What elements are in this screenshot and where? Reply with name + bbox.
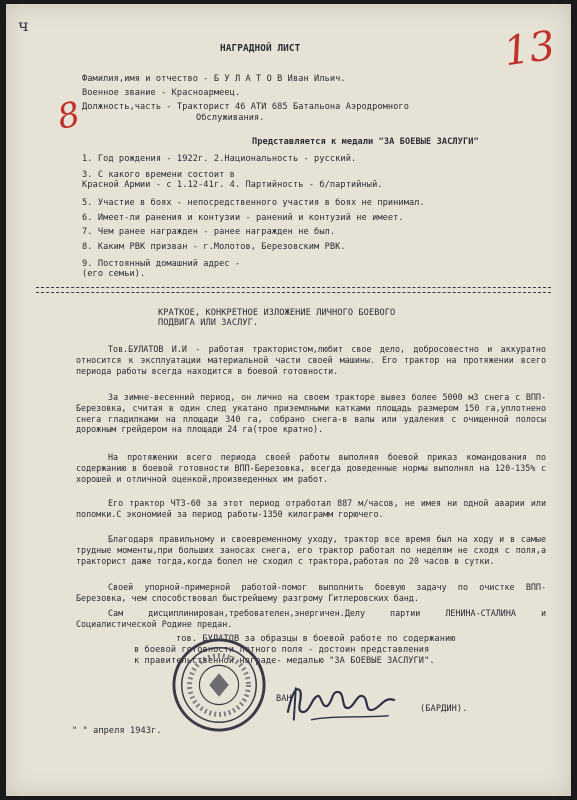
narrative-paragraph: За зимне-весенний период, он лично на своем тракторе вывез более 5000 м3 снега с ВПП-Березовка, считая в один след укатано приземлными катками площадь размером 150 га,уплотнено снега гладилками на площади 340 га, собрано снега-в валы или удаления с очищенной полосы дорожным грейдером на площади 24 га(трое кратно). (76, 392, 546, 435)
narrative-paragraph: На протяжении всего периода своей работы выполняя боевой приказ командования по содержанию в боевой готовности ВПП-Березовка, всегда доведенные нормы выполнял на 120-135% с хорошей и отличной оценкой,произведенных им работ. (76, 452, 546, 484)
narrative-paragraph: Сам дисциплинирован,требователен,энергичен.Делу партии ЛЕНИНА-СТАЛИНА и Социалистической Родине предан. (76, 608, 546, 629)
field-position-unit: Должность,часть - Тракторист 46 АТИ 685 Батальона Аэродромного (82, 102, 409, 112)
nomination-line: Представляется к медали "ЗА БОЕВЫЕ ЗАСЛУГИ" (252, 137, 479, 147)
official-round-stamp (170, 636, 268, 734)
narrative-paragraph: Своей упорной-примерной работой-помог выполнить боевую задачу по очистке ВПП-Березовка, чем способствовал быстрейшему разгрому Гитлеровских банд. (76, 582, 546, 603)
item-home-address-cont: (его семьи). (82, 269, 146, 279)
item-service-start-party: Красной Армии - с 1.12-41г. 4. Партийность - б/партийный. (82, 180, 383, 190)
handwritten-margin-number: 8 (54, 94, 84, 138)
separator-line (36, 287, 551, 288)
section-heading-cont: ПОДВИГА ИЛИ ЗАСЛУГ. (158, 318, 259, 328)
narrative-paragraph: Тов.БУЛАТОВ И.И - работая трактористом,любит свое дело, добросовестно и аккуратно относится к эксплуатации материальной части своей машины. Его трактор на протяжении всего периода работы всегда находится в боевой готовности. (76, 344, 546, 376)
narrative-paragraph: Его трактор ЧТЗ-60 за этот период отработал 887 м/часов, не имея ни одной аварии или поломки.С экономией за период работы-1350 килограмм горючего. (76, 498, 546, 519)
conclusion-line: к правительственной награде- медалью "ЗА БОЕВЫЕ ЗАСЛУГИ". (134, 656, 435, 666)
narrative-paragraph: Благодаря правильному и своевременному уходу, трактор все время был на ходу и в самые трудные моменты,при больших заносах снега, его трактор работал по неделям не сходя с поля,а тракторист даже тогда,когда болел не сходил с трактора,работая по 20 часов в сутки. (76, 534, 546, 566)
separator-line (36, 292, 551, 293)
document-date: " " апреля 1943г. (72, 726, 162, 736)
signatory-name: (БАРДИН). (420, 704, 468, 714)
handwritten-number-red: 13 (501, 22, 558, 76)
item-service-start: 3. С какого времени состоит в (82, 170, 235, 180)
signature-prefix: ВАН (276, 694, 292, 704)
handwritten-signature (282, 676, 400, 728)
margin-mark-top-left: ч (18, 16, 29, 35)
award-sheet-page (6, 4, 571, 796)
conclusion-line: тов. БУЛАТОВ за образцы в боевой работе по содержанию (176, 634, 456, 644)
conclusion-line: в боевой готовности летного поля - достоин представления (134, 645, 430, 655)
field-full-name: Фамилия,имя и отчество - Б У Л А Т О В Иван Ильич. (82, 74, 346, 84)
item-previous-awards: 7. Чем ранее награжден - ранее награжден не был. (82, 227, 336, 237)
field-military-rank: Военное звание - Красноармеец. (82, 88, 241, 98)
item-combat-participation: 5. Участие в боях - непосредственного участия в боях не принимал. (82, 198, 425, 208)
document-title: НАГРАДНОЙ ЛИСТ (220, 43, 301, 54)
item-birth-nationality: 1. Год рождения - 1922г. 2.Национальность - русский. (82, 154, 357, 164)
section-heading: КРАТКОЕ, КОНКРЕТНОЕ ИЗЛОЖЕНИЕ ЛИЧНОГО БОЕВОГО (158, 308, 396, 318)
item-home-address: 9. Постоянный домашний адрес - (82, 259, 241, 269)
item-draft-office: 8. Каким РВК призван - г.Молотов, Березовским РВК. (82, 242, 346, 252)
field-position-unit-cont: Обслуживания. (196, 113, 265, 123)
item-wounds: 6. Имеет-ли ранения и контузии - ранений и контузий не имеет. (82, 213, 404, 223)
